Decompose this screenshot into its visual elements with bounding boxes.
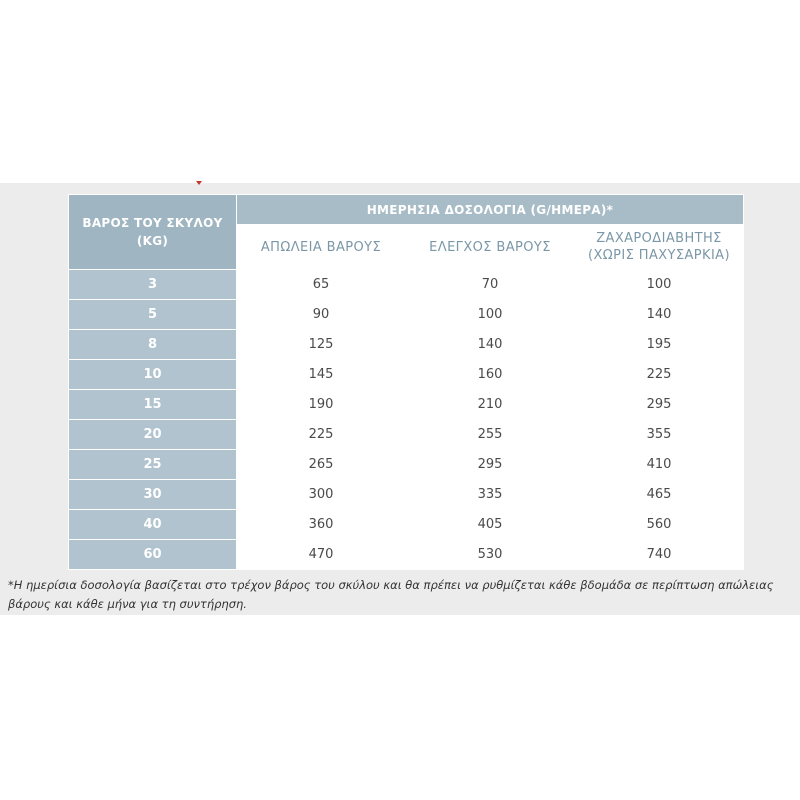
dosage-cell: 210 — [406, 390, 575, 420]
weight-cell: 30 — [69, 480, 237, 510]
dosage-cell: 255 — [406, 420, 575, 450]
table-row — [69, 270, 744, 300]
table-row — [69, 450, 744, 480]
dosage-cell: 140 — [575, 300, 744, 330]
dosage-cell: 470 — [237, 540, 406, 570]
weight-cell: 25 — [69, 450, 237, 480]
dosage-cell: 145 — [237, 360, 406, 390]
daily-dosage-header: ΗΜΕΡΗΣΙΑ ΔΟΣΟΛΟΓΙΑ (G/ΗΜΕΡΑ)* — [237, 195, 744, 225]
column-header-weight-control: ΕΛΕΓΧΟΣ ΒΑΡΟΥΣ — [406, 225, 575, 270]
dosage-table — [68, 194, 744, 570]
column-header-diabetes: ΖΑΧΑΡΟΔΙΑΒΗΤΗΣ (ΧΩΡΙΣ ΠΑΧΥΣΑΡΚΙΑ) — [575, 225, 744, 270]
dosage-cell: 140 — [406, 330, 575, 360]
dosage-cell: 65 — [237, 270, 406, 300]
weight-cell: 40 — [69, 510, 237, 540]
dosage-cell: 225 — [237, 420, 406, 450]
table-row — [69, 330, 744, 360]
table-row — [69, 480, 744, 510]
table-row — [69, 360, 744, 390]
column-header-weight-loss: ΑΠΩΛΕΙΑ ΒΑΡΟΥΣ — [237, 225, 406, 270]
dosage-cell: 265 — [237, 450, 406, 480]
weight-cell: 3 — [69, 270, 237, 300]
dosage-cell: 465 — [575, 480, 744, 510]
dosage-cell: 410 — [575, 450, 744, 480]
arrow-marker-icon — [196, 181, 202, 185]
table-row — [69, 540, 744, 570]
dosage-cell: 530 — [406, 540, 575, 570]
dosage-cell: 100 — [575, 270, 744, 300]
dosage-cell: 355 — [575, 420, 744, 450]
table-row — [69, 390, 744, 420]
dosage-cell: 560 — [575, 510, 744, 540]
weight-column-header: ΒΑΡΟΣ ΤΟΥ ΣΚΥΛΟΥ (KG) — [69, 195, 237, 270]
weight-cell: 15 — [69, 390, 237, 420]
dosage-cell: 125 — [237, 330, 406, 360]
weight-cell: 5 — [69, 300, 237, 330]
dosage-cell: 295 — [406, 450, 575, 480]
dosage-cell: 70 — [406, 270, 575, 300]
dosage-cell: 360 — [237, 510, 406, 540]
dosage-cell: 740 — [575, 540, 744, 570]
dosage-footnote: *Η ημερίσια δοσολογία βασίζεται στο τρέχον βάρος του σκύλου και θα πρέπει να ρυθμίζεται κάθε βδομάδα σε περίπτωση απώλειας βάρους και κάθε μήνα για τη συντήρηση. — [8, 578, 774, 611]
dosage-cell: 160 — [406, 360, 575, 390]
dosage-cell: 225 — [575, 360, 744, 390]
weight-cell: 60 — [69, 540, 237, 570]
table-row — [69, 300, 744, 330]
dosage-cell: 405 — [406, 510, 575, 540]
dosage-cell: 295 — [575, 390, 744, 420]
dosage-cell: 300 — [237, 480, 406, 510]
table-row — [69, 510, 744, 540]
weight-cell: 20 — [69, 420, 237, 450]
table-row — [69, 420, 744, 450]
weight-cell: 10 — [69, 360, 237, 390]
dosage-cell: 335 — [406, 480, 575, 510]
dosage-cell: 190 — [237, 390, 406, 420]
dosage-cell: 195 — [575, 330, 744, 360]
weight-cell: 8 — [69, 330, 237, 360]
dosage-cell: 100 — [406, 300, 575, 330]
dosage-cell: 90 — [237, 300, 406, 330]
